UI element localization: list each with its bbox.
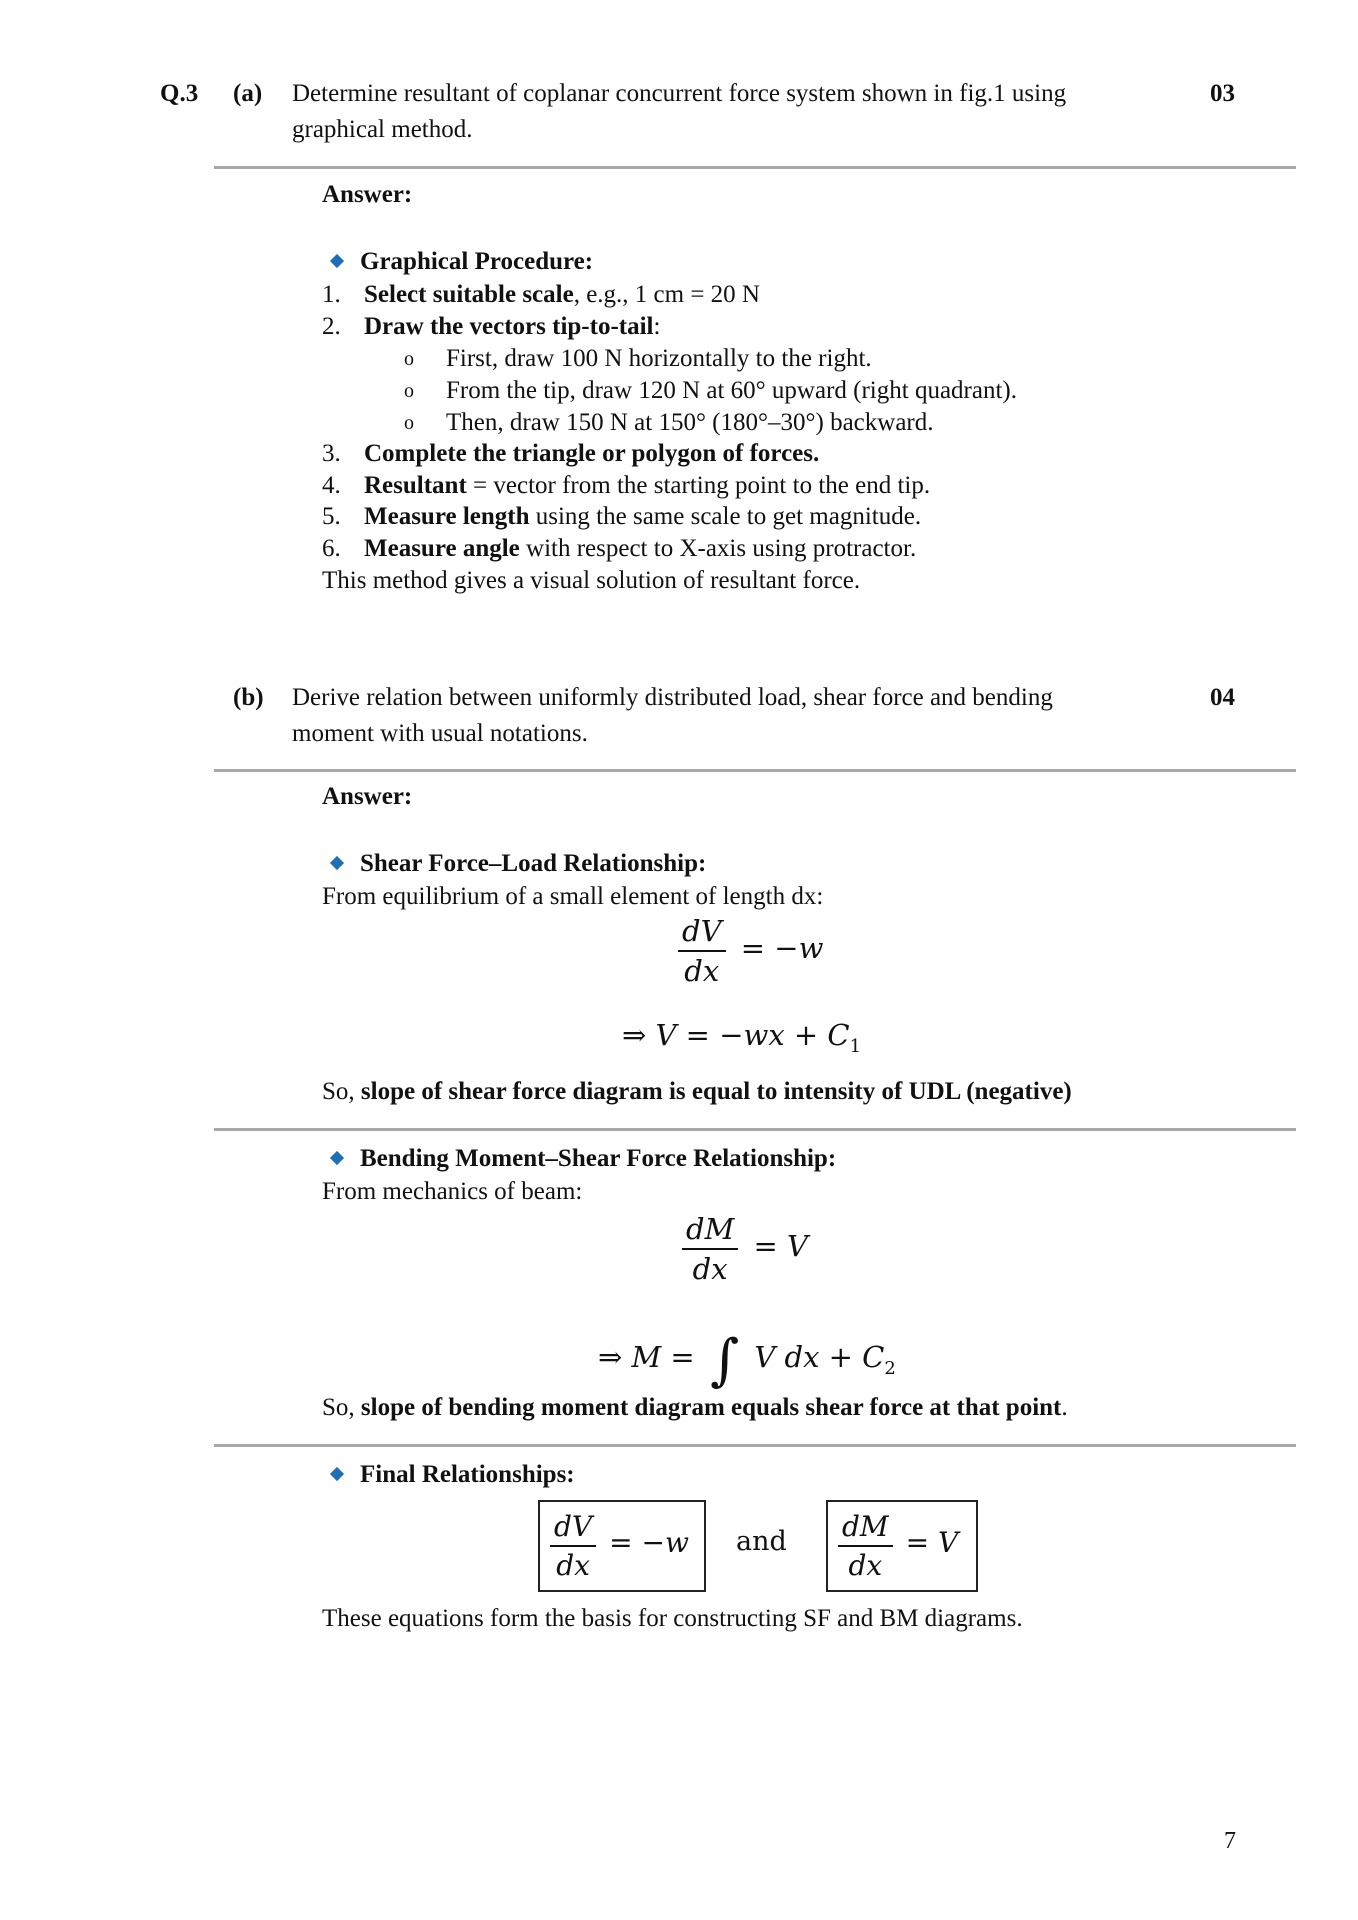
part-a-answer-label: Answer: <box>322 181 413 208</box>
equation-rhs: = −w <box>740 930 824 965</box>
step-bold: Draw the vectors tip-to-tail <box>364 313 654 340</box>
diamond-bullet-icon <box>330 1467 344 1481</box>
integral-sign-icon: ∫ <box>709 1328 740 1393</box>
part-b-label: (b) <box>233 684 264 711</box>
subscript: 1 <box>849 1035 862 1057</box>
equation-rhs: = −w <box>609 1526 689 1560</box>
boxed-equation-content <box>550 1510 689 1582</box>
step-rest: = vector from the starting point to the end tip. <box>466 472 931 499</box>
part-a-question-line2: graphical method. <box>292 116 473 143</box>
fraction-numerator: dM <box>686 1212 735 1246</box>
step-number: 4. <box>322 472 341 499</box>
part-b-question-line2: moment with usual notations. <box>292 720 588 747</box>
sub-step-1: First, draw 100 N horizontally to the right. <box>446 345 872 372</box>
subscript: 2 <box>884 1357 896 1379</box>
sub-step-3: Then, draw 150 N at 150° (180°–30°) backward. <box>446 409 934 436</box>
diamond-bullet-icon <box>330 254 344 268</box>
divider <box>214 1128 1296 1131</box>
divider <box>214 769 1296 772</box>
step-bold: Resultant <box>364 472 467 499</box>
so-bold: slope of bending moment diagram equals shear force at that point <box>360 1394 1062 1421</box>
question-number: Q.3 <box>160 80 199 107</box>
fraction-denominator: dx <box>550 1545 596 1582</box>
step-number: 2. <box>322 313 341 340</box>
fraction-denominator: dx <box>682 1248 738 1286</box>
part-b-marks: 04 <box>1210 684 1235 711</box>
graphical-procedure-heading: Graphical Procedure: <box>360 248 594 275</box>
step-rest: , e.g., 1 cm = 20 N <box>573 281 760 308</box>
so-prefix: So, <box>322 1394 361 1421</box>
equation-v-integrated <box>622 1018 861 1057</box>
step-number: 6. <box>322 535 341 562</box>
step-number: 5. <box>322 503 341 530</box>
step-bold: Measure length <box>364 503 530 530</box>
divider <box>214 1444 1296 1447</box>
section2-intro: From mechanics of beam: <box>322 1178 583 1205</box>
equation-rhs: = V <box>753 1228 808 1263</box>
bending-moment-heading: Bending Moment–Shear Force Relationship: <box>360 1145 837 1172</box>
fraction-denominator: dx <box>838 1545 893 1582</box>
equation-rhs: V dx + C <box>754 1340 885 1374</box>
boxed-equation-moment <box>826 1500 978 1592</box>
final-relationships-heading: Final Relationships: <box>360 1461 575 1488</box>
fraction-numerator: dM <box>842 1510 889 1543</box>
section3-heading <box>332 1459 575 1490</box>
step-2 <box>322 311 660 342</box>
page-number: 7 <box>1224 1828 1236 1854</box>
part-a-question-line1: Determine resultant of coplanar concurrent force system shown in fig.1 using <box>292 80 1067 107</box>
so-end: . <box>1061 1394 1068 1421</box>
section2-conclusion <box>322 1392 1068 1423</box>
shear-force-load-heading: Shear Force–Load Relationship: <box>360 850 707 877</box>
step-bold: Complete the triangle or polygon of forces. <box>364 440 820 467</box>
step-4 <box>322 470 930 501</box>
sub-bullet-icon: o <box>404 348 414 370</box>
divider <box>214 166 1296 169</box>
part-a-conclusion: This method gives a visual solution of resultant force. <box>322 567 861 594</box>
section1-conclusion <box>322 1076 1072 1107</box>
step-bold: Measure angle <box>364 535 520 562</box>
sub-step-2: From the tip, draw 120 N at 60° upward (right quadrant). <box>446 377 1017 404</box>
part-a-heading <box>332 246 593 277</box>
and-connector: and <box>736 1526 787 1557</box>
sub-bullet-icon: o <box>404 412 414 434</box>
equation-lhs: ⇒ M = <box>598 1340 695 1374</box>
section2-heading <box>332 1143 836 1174</box>
equation-rhs: = V <box>905 1526 959 1560</box>
equation-dm-dx <box>682 1212 808 1286</box>
step-number: 3. <box>322 440 341 467</box>
step-bold: Select suitable scale <box>364 281 574 308</box>
section1-heading <box>332 848 706 879</box>
fraction-numerator: dV <box>682 914 722 948</box>
fraction-denominator: dx <box>678 950 726 988</box>
diamond-bullet-icon <box>330 1151 344 1165</box>
step-number: 1. <box>322 281 341 308</box>
section1-intro: From equilibrium of a small element of length dx: <box>322 883 824 910</box>
equation-m-integral <box>598 1316 896 1393</box>
so-bold: slope of shear force diagram is equal to intensity of UDL (negative) <box>360 1078 1072 1105</box>
boxed-equation-shear <box>538 1500 706 1592</box>
part-a-marks: 03 <box>1210 80 1235 107</box>
part-b-answer-label: Answer: <box>322 783 413 810</box>
step-rest: with respect to X-axis using protractor. <box>519 535 917 562</box>
step-5 <box>322 501 921 532</box>
equation-dv-dx <box>678 914 823 988</box>
diamond-bullet-icon <box>330 856 344 870</box>
so-prefix: So, <box>322 1078 361 1105</box>
step-rest: using the same scale to get magnitude. <box>529 503 922 530</box>
step-1 <box>322 279 760 310</box>
step-3 <box>322 438 819 469</box>
boxed-equation-content <box>838 1510 958 1582</box>
closing-statement: These equations form the basis for constructing SF and BM diagrams. <box>322 1605 1023 1632</box>
part-b-question-line1: Derive relation between uniformly distributed load, shear force and bending <box>292 684 1053 711</box>
equation-text: ⇒ V = −wx + C <box>622 1018 850 1052</box>
fraction-numerator: dV <box>554 1510 593 1543</box>
step-6 <box>322 533 916 564</box>
part-a-label: (a) <box>233 80 263 107</box>
sub-bullet-icon: o <box>404 380 414 402</box>
step-rest: : <box>653 313 661 340</box>
